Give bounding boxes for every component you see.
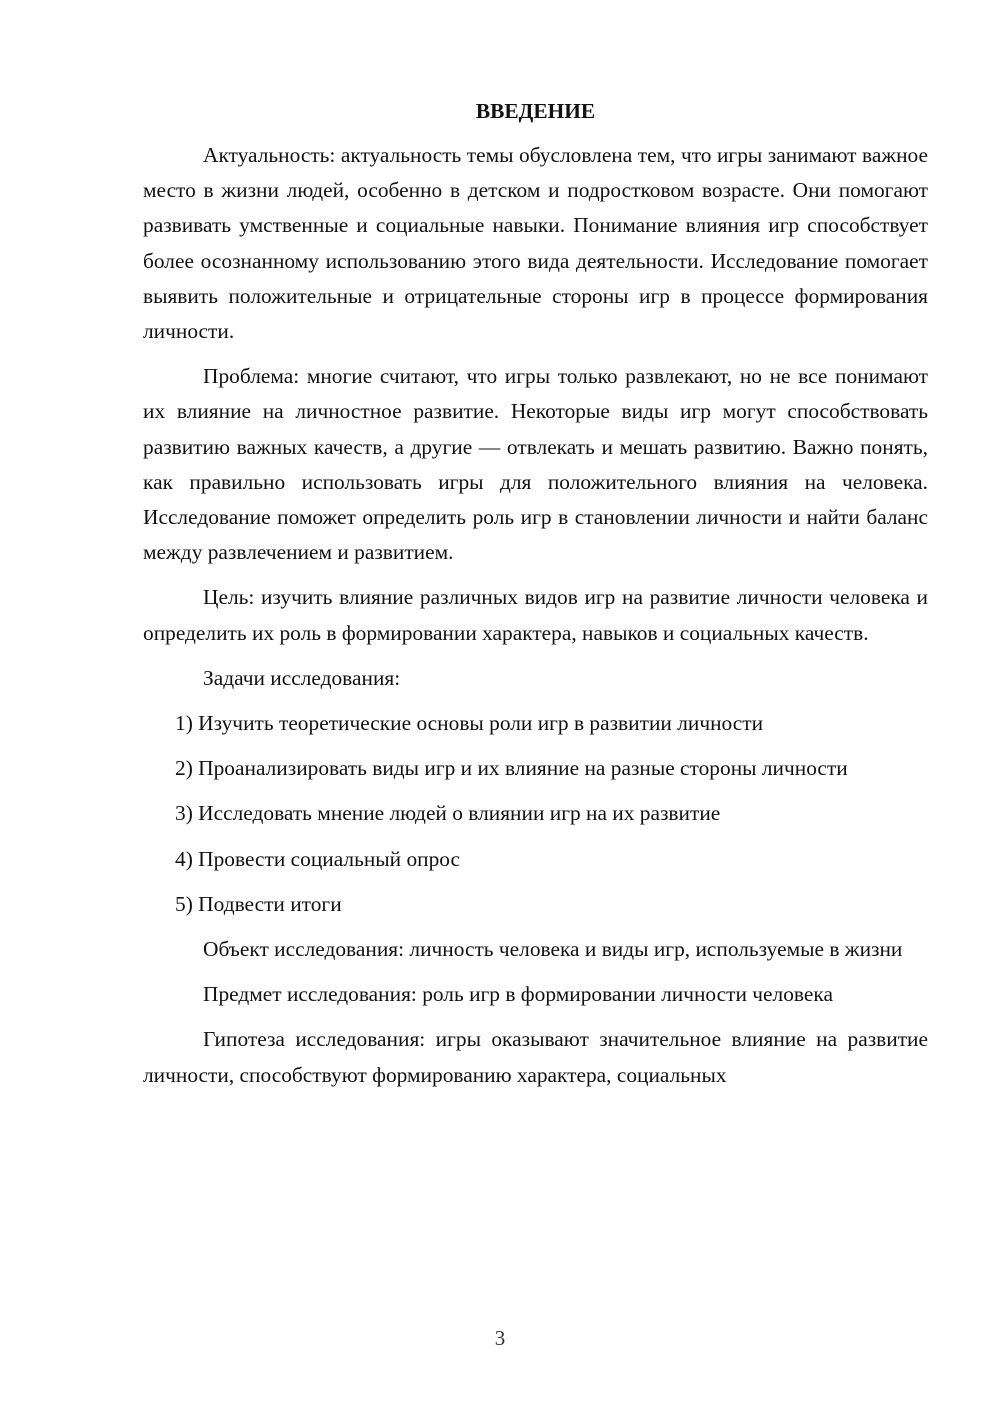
paragraph-hypothesis: Гипотеза исследования: игры оказывают значительное влияние на развитие личности, способствуют формированию характера, социальных — [143, 1027, 928, 1087]
paragraph-relevance: Актуальность: актуальность темы обусловлена тем, что игры занимают важное место в жизни людей, особенно в детском и подростковом возрасте. Они помогают развивать умственные и социальные навыки. Понимание влияния игр способствует более осознанному использованию этого вида деятельности. Исследование помогает выявить положительные и отрицательные стороны игр в процессе формирования личности. — [143, 143, 928, 344]
task-item: 5) Подвести итоги — [175, 891, 342, 916]
tasks-list — [143, 706, 928, 922]
tasks-heading: Задачи исследования: — [203, 665, 401, 690]
paragraph-object: Объект исследования: личность человека и виды игр, используемые в жизни — [203, 937, 903, 962]
task-item: 4) Провести социальный опрос — [175, 846, 461, 871]
task-item: 2) Проанализировать виды игр и их влияние на разные стороны личности — [175, 756, 848, 781]
task-item: 3) Исследовать мнение людей о влиянии игр на их развитие — [175, 801, 721, 826]
paragraph-subject: Предмет исследования: роль игр в формировании личности человека — [203, 982, 833, 1007]
paragraph-goal: Цель: изучить влияние различных видов игр на развитие личности человека и определить их роль в формировании характера, навыков и социальных качеств. — [143, 585, 928, 645]
task-item: 1) Изучить теоретические основы роли игр в развитии личности — [175, 711, 764, 736]
paragraph-problem: Проблема: многие считают, что игры только развлекают, но не все понимают их влияние на личностное развитие. Некоторые виды игр могут способствовать развитию важных качеств, а другие — отвлекать и мешать развитию. Важно понять, как правильно использовать игры для положительного влияния на человека. Исследование поможет определить роль игр в становлении личности и найти баланс между развлечением и развитием. — [143, 364, 928, 565]
document-page — [143, 96, 928, 1103]
page-number: 3 — [494, 1326, 506, 1350]
section-title: ВВЕДЕНИЕ — [475, 99, 596, 123]
